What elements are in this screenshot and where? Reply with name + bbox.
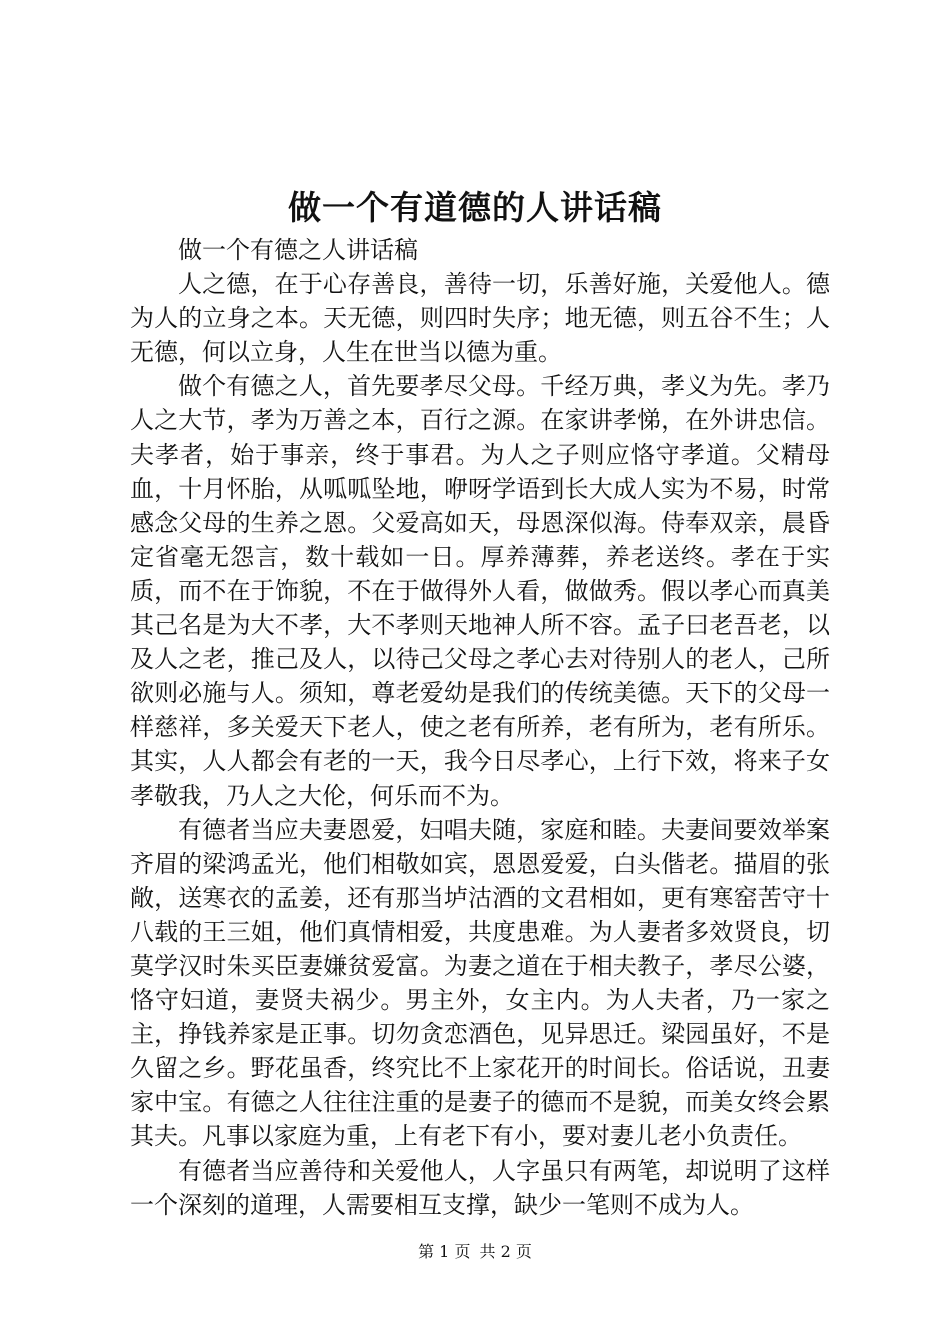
page-footer (0, 1242, 950, 1262)
page-number: 第 1 页 (418, 1242, 471, 1261)
paragraph-subtitle: 做一个有德之人讲话稿 (178, 236, 418, 264)
paragraph-intro: 人之德，在于心存善良，善待一切，乐善好施，关爱他人。德为人的立身之本。天无德，则四时失序；地无德，则五谷不生；人无德，何以立身，人生在世当以德为重。 (130, 270, 830, 367)
paragraph-filial-piety: 做个有德之人，首先要孝尽父母。千经万典，孝义为先。孝乃人之大节，孝为万善之本，百行之源。在家讲孝悌，在外讲忠信。夫孝者，始于事亲，终于事君。为人之子则应恪守孝道。父精母血，十月怀胎，从呱呱坠地，咿呀学语到长大成人实为不易，时常感念父母的生养之恩。父爱高如天，母恩深似海。侍奉双亲，晨昏定省毫无怨言，数十载如一日。厚养薄葬，养老送终。孝在于实质，而不在于饰貌，不在于做得外人看，做做秀。假以孝心而真美其己名是为大不孝，大不孝则天地神人所不容。孟子曰老吾老，以及人之老，推己及人，以待己父母之孝心去对待别人的老人，己所欲则必施与人。须知，尊老爱幼是我们的传统美德。天下的父母一样慈祥，多关爱天下老人，使之老有所养，老有所为，老有所乐。其实，人人都会有老的一天，我今日尽孝心，上行下效，将来子女孝敬我，乃人之大伦，何乐而不为。 (130, 372, 830, 810)
document-title: 做一个有道德的人讲话稿 (288, 188, 662, 227)
document-body (130, 233, 830, 1222)
paragraph-caring-others: 有德者当应善待和关爱他人，人字虽只有两笔，却说明了这样一个深刻的道理，人需要相互支撑，缺少一笔则不成为人。 (130, 1156, 830, 1219)
paragraph-marriage: 有德者当应夫妻恩爱，妇唱夫随，家庭和睦。夫妻间要效举案齐眉的梁鸿孟光，他们相敬如宾，恩恩爱爱，白头偕老。描眉的张敞，送寒衣的孟姜，还有那当垆沽酒的文君相如，更有寒窑苦守十八载的王三姐，他们真情相爱，共度患难。为人妻者多效贤良，切莫学汉时朱买臣妻嫌贫爱富。为妻之道在于相夫教子，孝尽公婆，恪守妇道，妻贤夫祸少。男主外，女主内。为人夫者，乃一家之主，挣钱养家是正事。切勿贪恋酒色，见异思迁。梁园虽好，不是久留之乡。野花虽香，终究比不上家花开的时间长。俗话说，丑妻家中宝。有德之人往往注重的是妻子的德而不是貌，而美女终会累其夫。凡事以家庭为重，上有老下有小，要对妻儿老小负责任。 (130, 815, 830, 1151)
page-total: 共 2 页 (479, 1242, 532, 1261)
